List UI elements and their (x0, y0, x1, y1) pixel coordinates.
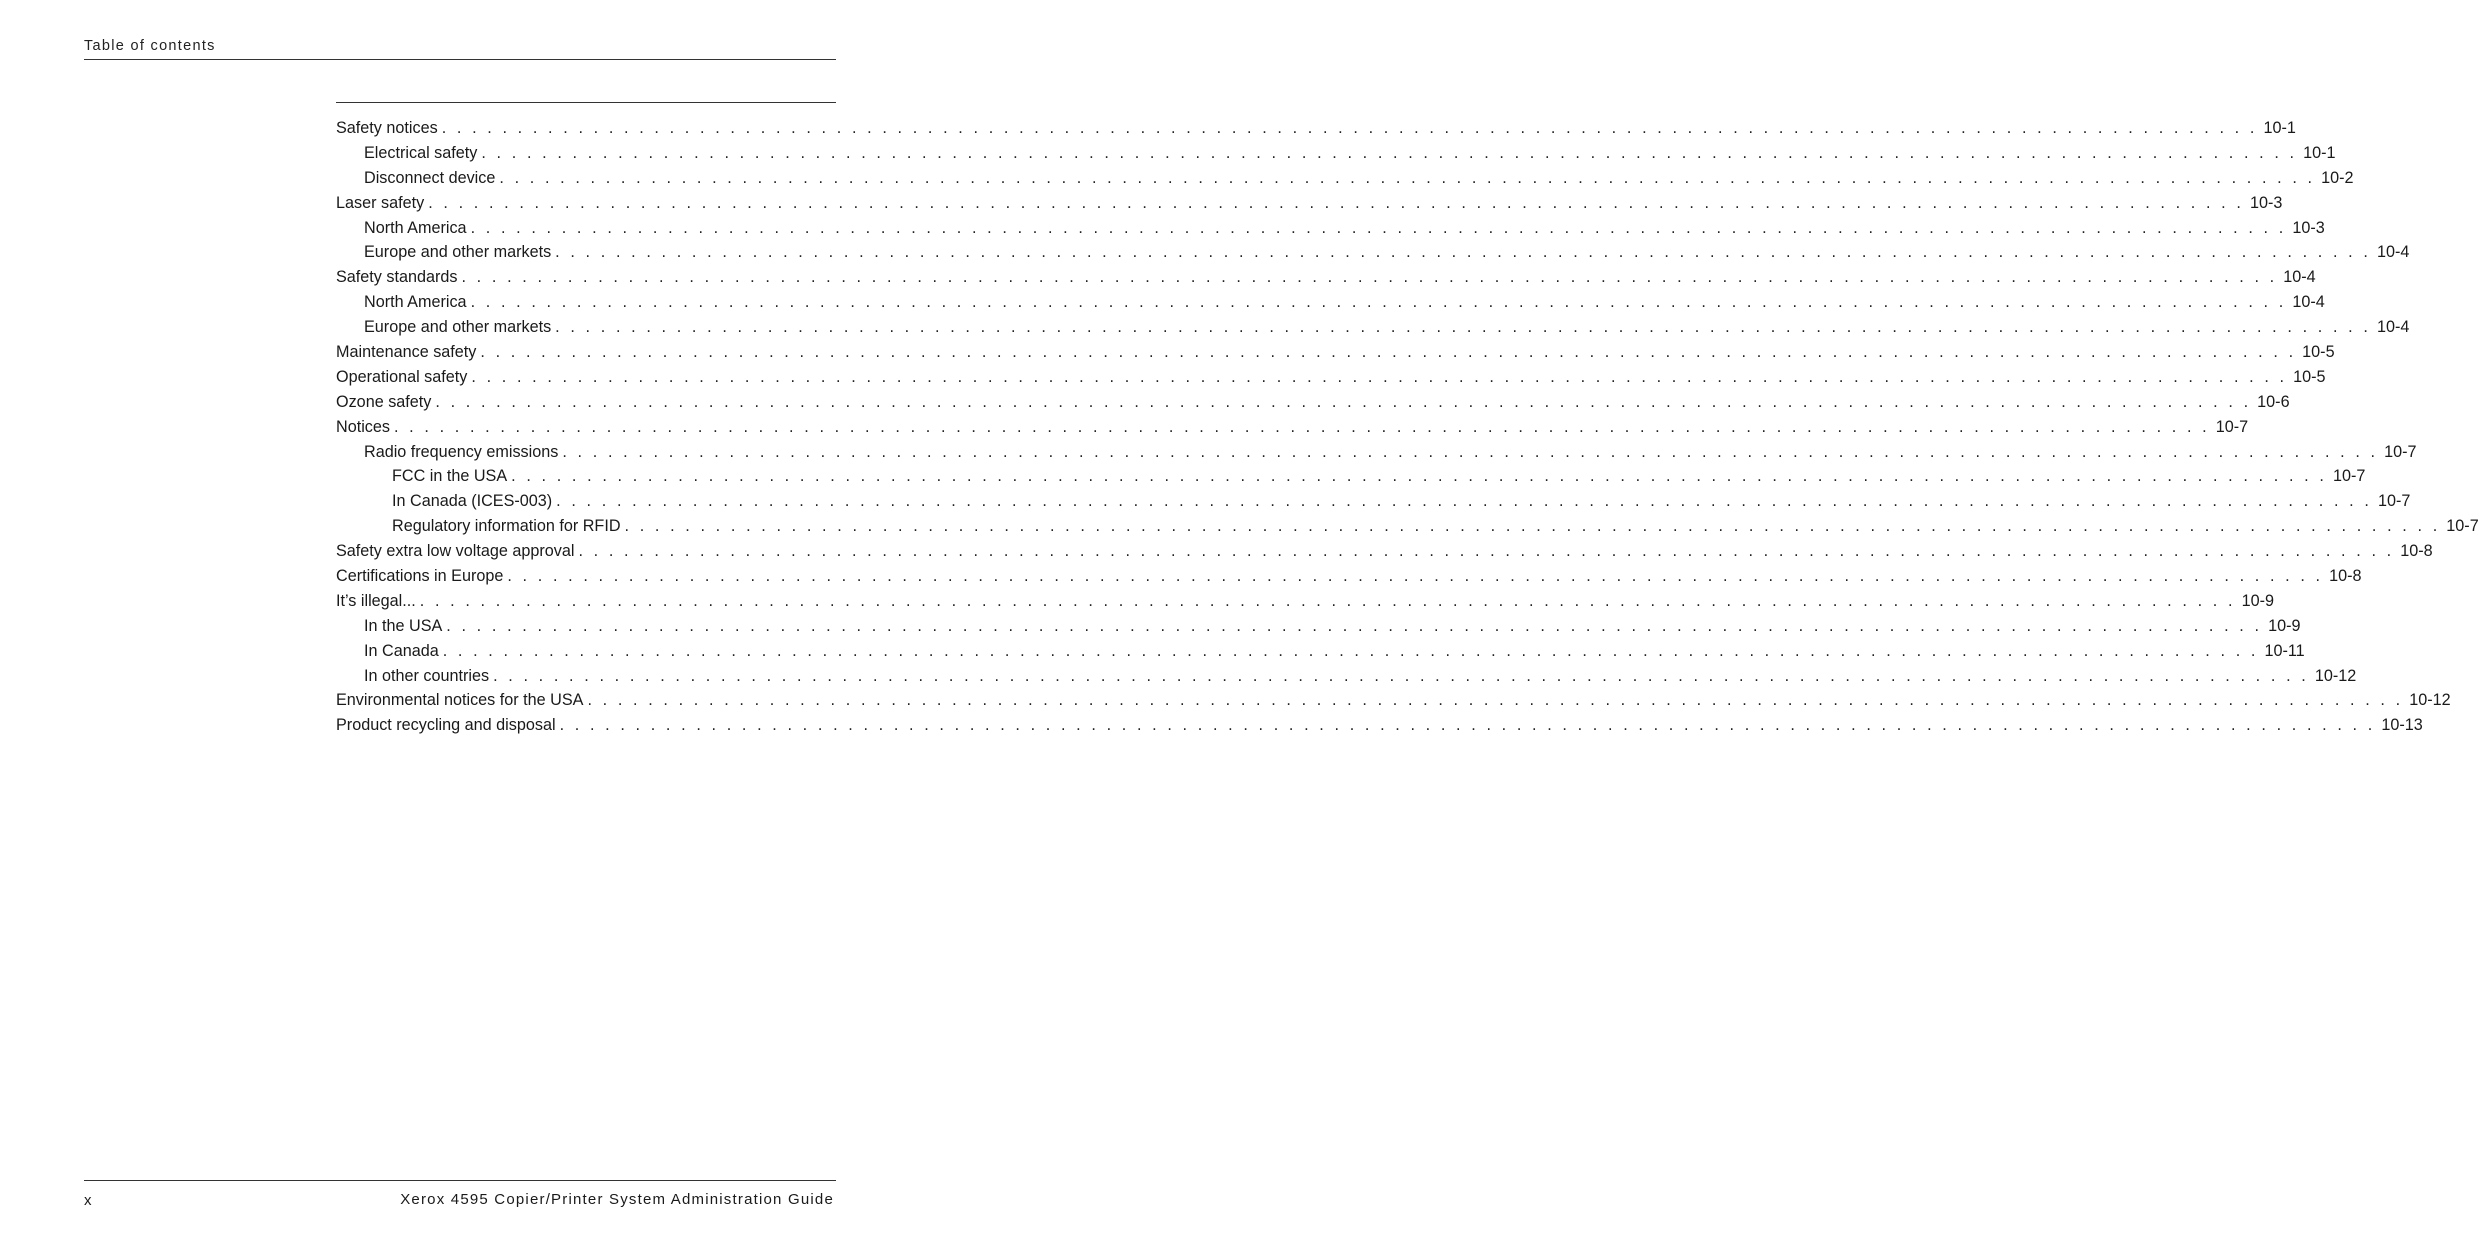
toc-entry[interactable] (336, 367, 2326, 393)
toc-entry-title: In other countries (364, 666, 490, 685)
toc-dot-leader: . . . . . . . . . . . . . . . . . . . . . . . . . . . . . . . . . . . . . . . . . . . . . . . . . . . . . . . . . . . . . . . . . . . . . . . . . . . . . . . . . . . . . . . . . . . . . . . . . . . . . . . . . . . . . . . . . . . . . . . . (481, 143, 2298, 162)
toc-dot-leader: . . . . . . . . . . . . . . . . . . . . . . . . . . . . . . . . . . . . . . . . . . . . . . . . . . . . . . . . . . . . . . . . . . . . . . . . . . . . . . . . . . . . . . . . . . . . . . . . . . . . . . . . . . . . . . . . . . . . . . . . (511, 467, 2327, 486)
toc-entry[interactable] (336, 467, 2366, 492)
toc-entry-title: Regulatory information for RFID (392, 517, 621, 536)
toc-dot-leader: . . . . . . . . . . . . . . . . . . . . . . . . . . . . . . . . . . . . . . . . . . . . . . . . . . . . . . . . . . . . . . . . . . . . . . . . . . . . . . . . . . . . . . . . . . . . . . . . . . . . . . . . . . . . . . . . . . . . . . . . (562, 442, 2379, 461)
toc-entry-title: Product recycling and disposal (336, 716, 556, 735)
toc-entry-title: It’s illegal... (336, 591, 416, 610)
toc-entry-title: In Canada (364, 641, 439, 660)
toc-entry[interactable] (336, 492, 2411, 517)
toc-entry-title: Certifications in Europe (336, 567, 504, 586)
toc-entry[interactable] (336, 616, 2301, 642)
toc-entry-title: Operational safety (336, 367, 468, 386)
toc-dot-leader: . . . . . . . . . . . . . . . . . . . . . . . . . . . . . . . . . . . . . . . . . . . . . . . . . . . . . . . . . . . . . . . . . . . . . . . . . . . . . . . . . . . . . . . . . . . . . . . . . . . . . . . . . . . . . . . . . . . . . . . . (470, 293, 2287, 312)
toc-dot-leader: . . . . . . . . . . . . . . . . . . . . . . . . . . . . . . . . . . . . . . . . . . . . . . . . . . . . . . . . . . . . . . . . . . . . . . . . . . . . . . . . . . . . . . . . . . . . . . . . . . . . . . . . . . . . . . . . . . . . . . . . (441, 119, 2258, 137)
toc-entry[interactable] (336, 318, 2410, 343)
toc-entry[interactable] (336, 392, 2290, 418)
toc-entry[interactable] (336, 343, 2335, 368)
footer-document-title: Xerox 4595 Copier/Printer System Administration Guide (400, 1191, 834, 1208)
toc-entry[interactable] (336, 143, 2336, 169)
toc-entry-page: 10-6 (2257, 392, 2290, 411)
toc-dot-leader: . . . . . . . . . . . . . . . . . . . . . . . . . . . . . . . . . . . . . . . . . . . . . . . . . . . . . . . . . . . . . . . . . . . . . . . . . . . . . . . . . . . . . . . . . . . . . . . . . . . . . . . . . . . . . . . . . . . . . . . . (393, 417, 2210, 436)
toc-entry[interactable] (336, 293, 2325, 318)
toc-entry-page: 10-2 (2321, 168, 2354, 187)
toc-entry-page: 10-5 (2293, 367, 2326, 386)
toc-dot-leader: . . . . . . . . . . . . . . . . . . . . . . . . . . . . . . . . . . . . . . . . . . . . . . . . . . . . . . . . . . . . . . . . . . . . . . . . . . . . . . . . . . . . . . . . . . . . . . . . . . . . . . . . . . . . . . . . . . . . . . . . (470, 218, 2287, 237)
toc-entry-title: In Canada (ICES-003) (392, 492, 553, 511)
toc-entry[interactable] (336, 517, 2479, 542)
toc-dot-leader: . . . . . . . . . . . . . . . . . . . . . . . . . . . . . . . . . . . . . . . . . . . . . . . . . . . . . . . . . . . . . . . . . . . . . . . . . . . . . . . . . . . . . . . . . . . . . . . . . . . . . . . . . . . . . . . . . . . . . . . . (480, 343, 2297, 362)
toc-dot-leader: . . . . . . . . . . . . . . . . . . . . . . . . . . . . . . . . . . . . . . . . . . . . . . . . . . . . . . . . . . . . . . . . . . . . . . . . . . . . . . . . . . . . . . . . . . . . . . . . . . . . . . . . . . . . . . . . . . . . . . . . (587, 691, 2404, 710)
toc-entry-page: 10-13 (2381, 716, 2423, 735)
table-of-contents (336, 102, 2479, 741)
page-footer (84, 1180, 836, 1209)
toc-entry[interactable] (336, 716, 2423, 741)
toc-dot-leader: . . . . . . . . . . . . . . . . . . . . . . . . . . . . . . . . . . . . . . . . . . . . . . . . . . . . . . . . . . . . . . . . . . . . . . . . . . . . . . . . . . . . . . . . . . . . . . . . . . . . . . . . . . . . . . . . . . . . . . . . (555, 318, 2371, 337)
toc-entry-page: 10-3 (2292, 218, 2325, 237)
toc-entry-title: North America (364, 293, 467, 312)
toc-entry-title: Europe and other markets (364, 318, 552, 337)
toc-entry-title: Radio frequency emissions (364, 442, 559, 461)
toc-entry-page: 10-8 (2329, 567, 2362, 586)
toc-entry-page: 10-9 (2268, 616, 2301, 635)
toc-dot-leader: . . . . . . . . . . . . . . . . . . . . . . . . . . . . . . . . . . . . . . . . . . . . . . . . . . . . . . . . . . . . . . . . . . . . . . . . . . . . . . . . . . . . . . . . . . . . . . . . . . . . . . . . . . . . . . . . . . . . . . . . (624, 517, 2441, 536)
toc-entry[interactable] (336, 417, 2249, 443)
toc-entry-page: 10-5 (2302, 343, 2335, 362)
toc-dot-leader: . . . . . . . . . . . . . . . . . . . . . . . . . . . . . . . . . . . . . . . . . . . . . . . . . . . . . . . . . . . . . . . . . . . . . . . . . . . . . . . . . . . . . . . . . . . . . . . . . . . . . . . . . . . . . . . . . . . . . . . . (435, 392, 2252, 411)
toc-entry-title: Environmental notices for the USA (336, 691, 584, 710)
toc-entry[interactable] (336, 193, 2283, 219)
toc-entry-title: North America (364, 218, 467, 237)
toc-entry-page: 10-12 (2409, 691, 2451, 710)
toc-entry[interactable] (336, 591, 2274, 617)
toc-entry-title: In the USA (364, 616, 443, 635)
toc-entry-page: 10-1 (2303, 143, 2336, 162)
toc-entry-page: 10-4 (2376, 243, 2410, 262)
toc-dot-leader: . . . . . . . . . . . . . . . . . . . . . . . . . . . . . . . . . . . . . . . . . . . . . . . . . . . . . . . . . . . . . . . . . . . . . . . . . . . . . . . . . . . . . . . . . . . . . . . . . . . . . . . . . . . . . . . . . . . . . . . . (428, 193, 2244, 212)
footer-page-number: x (84, 1192, 92, 1209)
toc-entry-title: Safety standards (336, 268, 458, 287)
toc-entry-page: 10-4 (2283, 268, 2316, 287)
toc-dot-leader: . . . . . . . . . . . . . . . . . . . . . . . . . . . . . . . . . . . . . . . . . . . . . . . . . . . . . . . . . . . . . . . . . . . . . . . . . . . . . . . . . . . . . . . . . . . . . . . . . . . . . . . . . . . . . . . . . . . . . . . . (559, 716, 2376, 735)
toc-entry-page: 10-3 (2249, 193, 2283, 212)
toc-entry-title: Europe and other markets (364, 243, 552, 262)
toc-dot-leader: . . . . . . . . . . . . . . . . . . . . . . . . . . . . . . . . . . . . . . . . . . . . . . . . . . . . . . . . . . . . . . . . . . . . . . . . . . . . . . . . . . . . . . . . . . . . . . . . . . . . . . . . . . . . . . . . . . . . . . . . (461, 268, 2278, 287)
toc-entry-title: Safety extra low voltage approval (336, 542, 575, 561)
toc-dot-leader: . . . . . . . . . . . . . . . . . . . . . . . . . . . . . . . . . . . . . . . . . . . . . . . . . . . . . . . . . . . . . . . . . . . . . . . . . . . . . . . . . . . . . . . . . . . . . . . . . . . . . . . . . . . . . . . . . . . . . . . . (555, 243, 2371, 262)
toc-entry[interactable] (336, 218, 2325, 244)
toc-dot-leader: . . . . . . . . . . . . . . . . . . . . . . . . . . . . . . . . . . . . . . . . . . . . . . . . . . . . . . . . . . . . . . . . . . . . . . . . . . . . . . . . . . . . . . . . . . . . . . . . . . . . . . . . . . . . . . . . . . . . . . . . (499, 168, 2316, 187)
toc-entry-page: 10-1 (2263, 119, 2296, 137)
toc-entry-page: 10-7 (2384, 442, 2417, 461)
toc-entry-title: Maintenance safety (336, 343, 477, 362)
toc-entry-title: Disconnect device (364, 168, 496, 187)
page-header (84, 37, 836, 60)
toc-entry-page: 10-7 (2332, 467, 2366, 486)
toc-dot-leader: . . . . . . . . . . . . . . . . . . . . . . . . . . . . . . . . . . . . . . . . . . . . . . . . . . . . . . . . . . . . . . . . . . . . . . . . . . . . . . . . . . . . . . . . . . . . . . . . . . . . . . . . . . . . . . . . . . . . . . . . (419, 591, 2236, 610)
toc-entry[interactable] (336, 243, 2410, 268)
toc-dot-leader: . . . . . . . . . . . . . . . . . . . . . . . . . . . . . . . . . . . . . . . . . . . . . . . . . . . . . . . . . . . . . . . . . . . . . . . . . . . . . . . . . . . . . . . . . . . . . . . . . . . . . . . . . . . . . . . . . . . . . . . . (446, 616, 2263, 635)
toc-entry[interactable] (336, 168, 2354, 194)
toc-dot-leader: . . . . . . . . . . . . . . . . . . . . . . . . . . . . . . . . . . . . . . . . . . . . . . . . . . . . . . . . . . . . . . . . . . . . . . . . . . . . . . . . . . . . . . . . . . . . . . . . . . . . . . . . . . . . . . . . . . . . . . . . (556, 492, 2372, 511)
toc-dot-leader: . . . . . . . . . . . . . . . . . . . . . . . . . . . . . . . . . . . . . . . . . . . . . . . . . . . . . . . . . . . . . . . . . . . . . . . . . . . . . . . . . . . . . . . . . . . . . . . . . . . . . . . . . . . . . . . . . . . . . . . . (578, 542, 2395, 561)
toc-entry-page: 10-12 (2314, 666, 2357, 685)
toc-entry-page: 10-7 (2446, 517, 2479, 536)
toc-entry-title: Laser safety (336, 193, 425, 212)
toc-entry-page: 10-11 (2264, 641, 2305, 660)
header-title: Table of contents (84, 38, 216, 54)
toc-entry[interactable] (336, 268, 2316, 293)
toc-entry[interactable] (336, 641, 2305, 667)
toc-entry[interactable] (336, 542, 2433, 567)
toc-entry-title: Notices (336, 417, 390, 436)
toc-entry[interactable] (336, 666, 2357, 692)
toc-entry-title: Ozone safety (336, 392, 432, 411)
toc-entry[interactable] (336, 119, 2296, 144)
toc-entry-page: 10-7 (2215, 417, 2249, 436)
toc-entry[interactable] (336, 691, 2451, 716)
toc-entry[interactable] (336, 442, 2417, 468)
toc-entry-page: 10-7 (2377, 492, 2411, 511)
toc-entry-page: 10-4 (2376, 318, 2410, 337)
toc-dot-leader: . . . . . . . . . . . . . . . . . . . . . . . . . . . . . . . . . . . . . . . . . . . . . . . . . . . . . . . . . . . . . . . . . . . . . . . . . . . . . . . . . . . . . . . . . . . . . . . . . . . . . . . . . . . . . . . . . . . . . . . . (471, 367, 2288, 386)
toc-entry-page: 10-4 (2292, 293, 2325, 312)
toc-dot-leader: . . . . . . . . . . . . . . . . . . . . . . . . . . . . . . . . . . . . . . . . . . . . . . . . . . . . . . . . . . . . . . . . . . . . . . . . . . . . . . . . . . . . . . . . . . . . . . . . . . . . . . . . . . . . . . . . . . . . . . . . (442, 641, 2259, 660)
toc-dot-leader: . . . . . . . . . . . . . . . . . . . . . . . . . . . . . . . . . . . . . . . . . . . . . . . . . . . . . . . . . . . . . . . . . . . . . . . . . . . . . . . . . . . . . . . . . . . . . . . . . . . . . . . . . . . . . . . . . . . . . . . . (507, 567, 2324, 586)
toc-entry-page: 10-9 (2241, 591, 2274, 610)
toc-dot-leader: . . . . . . . . . . . . . . . . . . . . . . . . . . . . . . . . . . . . . . . . . . . . . . . . . . . . . . . . . . . . . . . . . . . . . . . . . . . . . . . . . . . . . . . . . . . . . . . . . . . . . . . . . . . . . . . . . . . . . . . . (493, 666, 2309, 685)
toc-entry[interactable] (336, 567, 2362, 592)
toc-entry-page: 10-8 (2400, 542, 2433, 561)
toc-entry-title: Electrical safety (364, 143, 478, 162)
toc-entry-title: Safety notices (336, 119, 438, 137)
toc-entry-title: FCC in the USA (392, 467, 508, 486)
